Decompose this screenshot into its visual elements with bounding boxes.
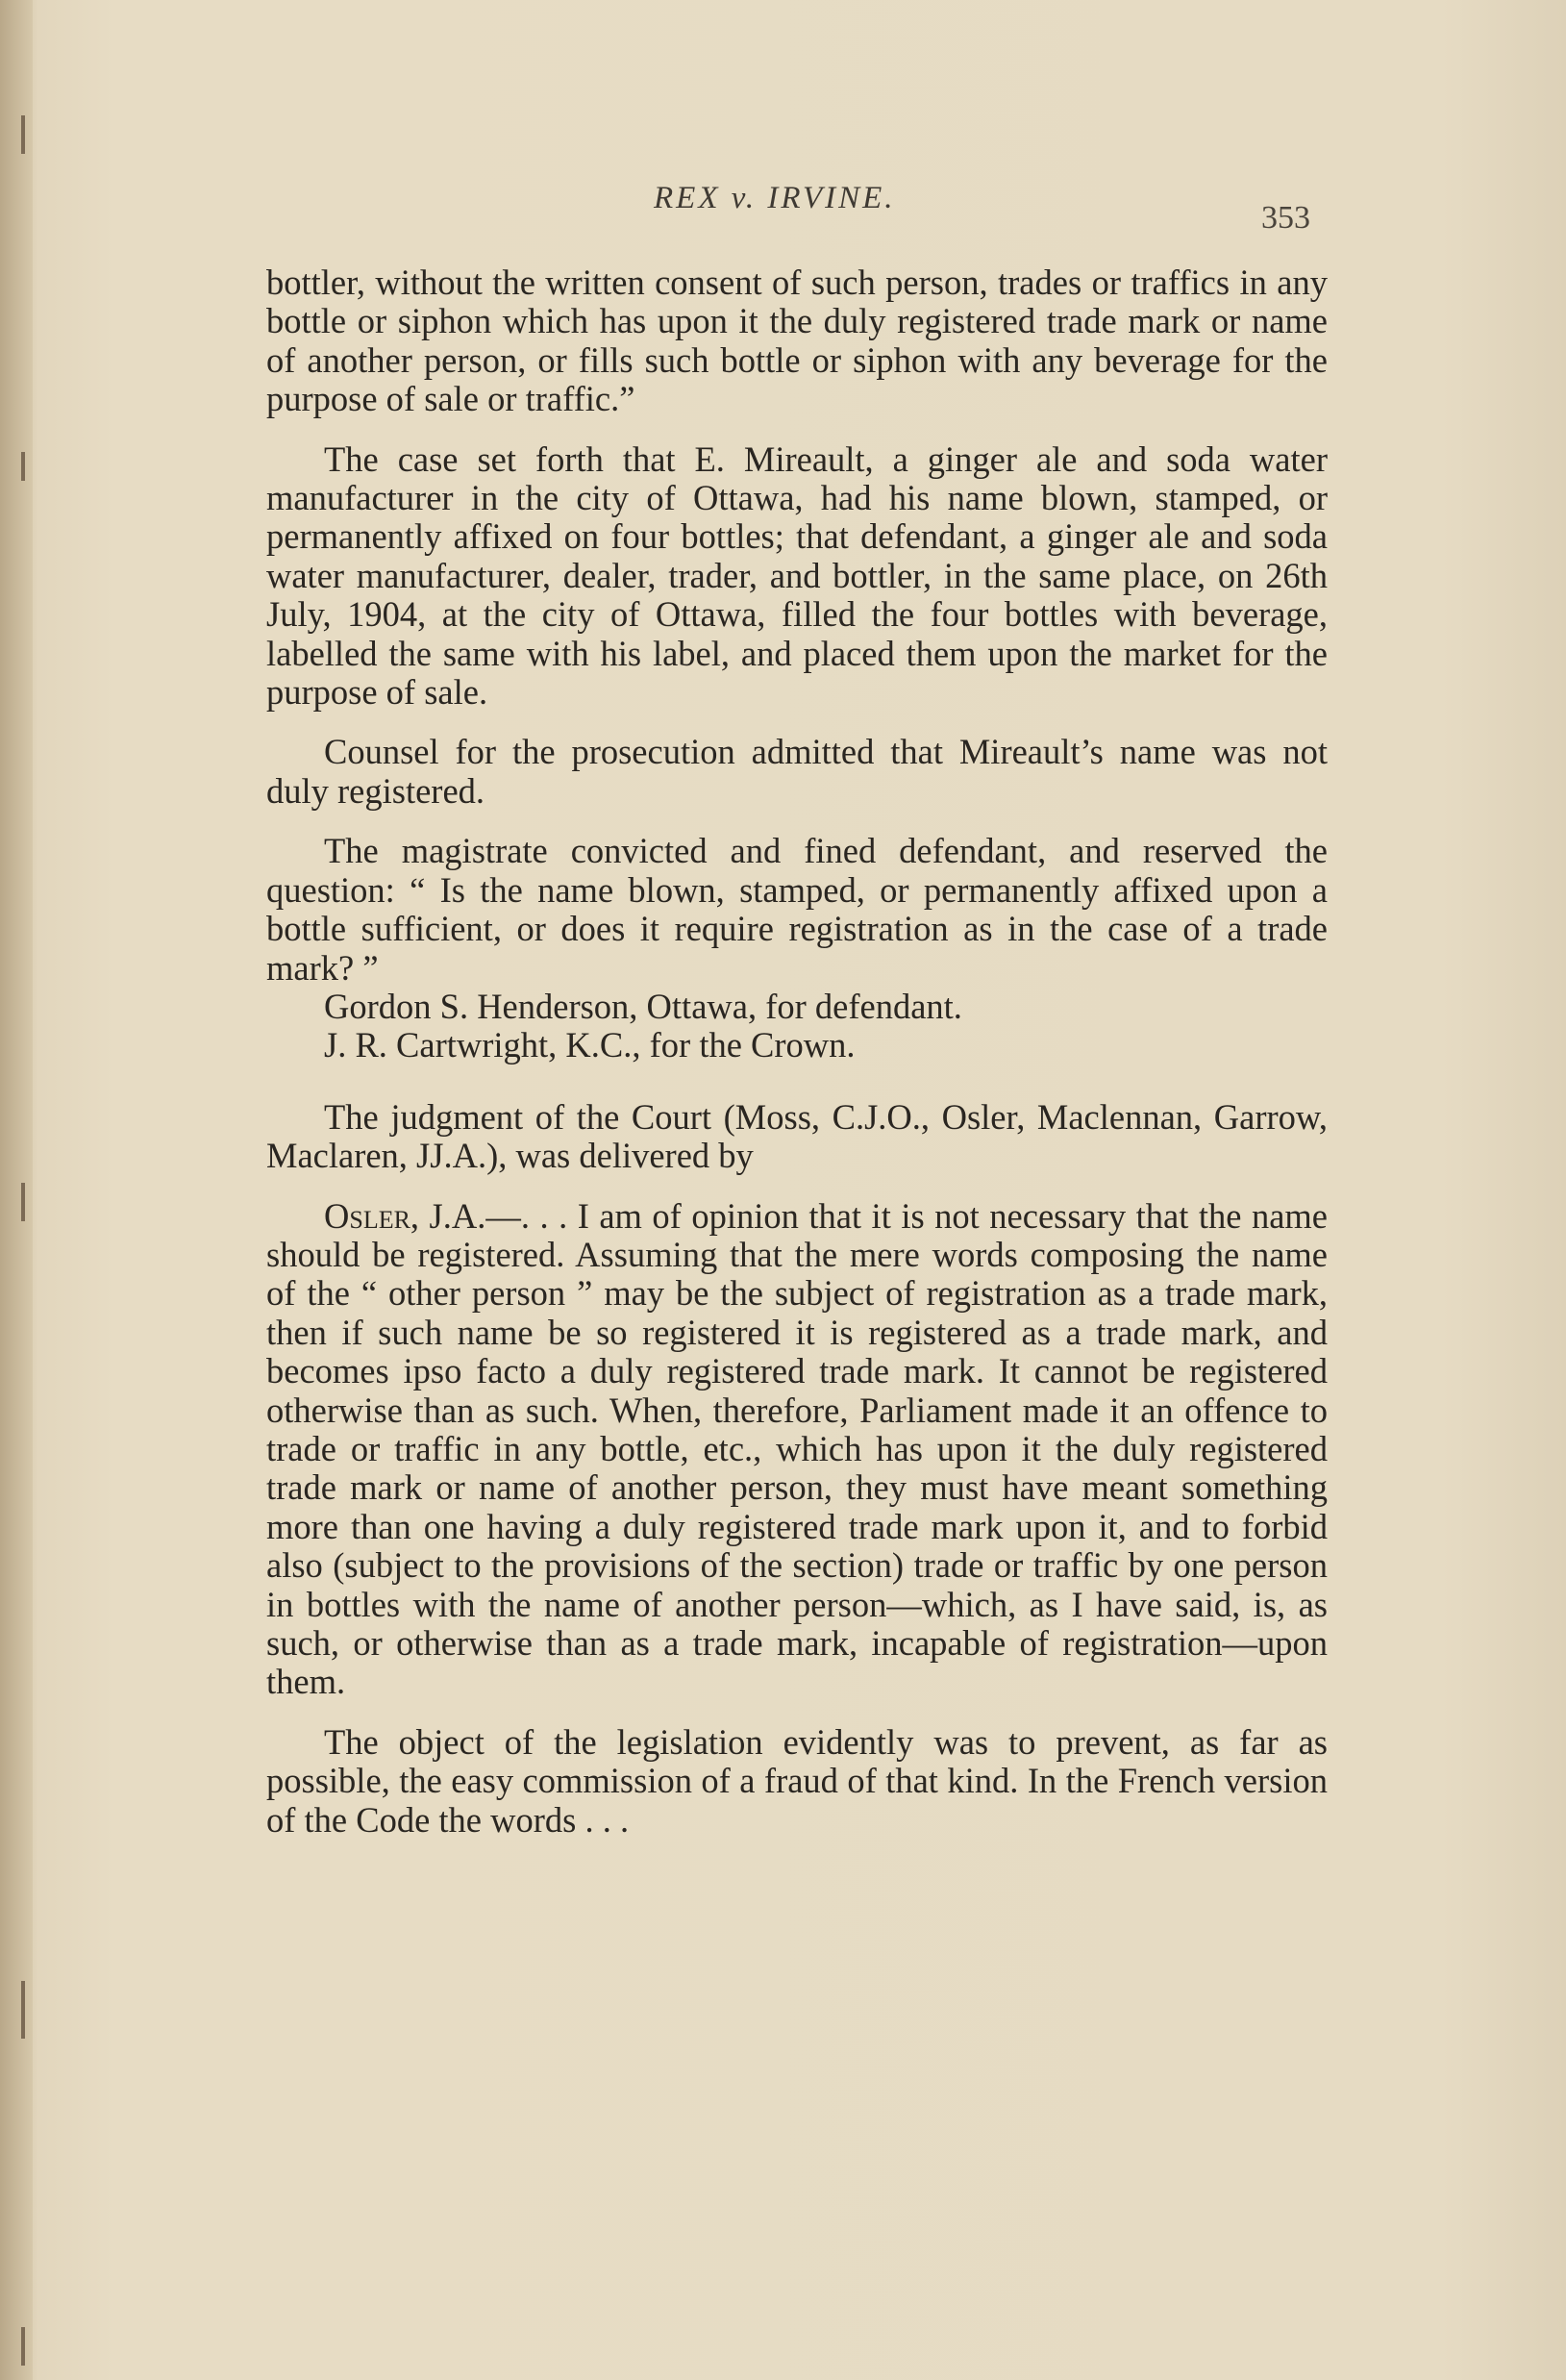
counsel-for-crown: J. R. Cartwright, K.C., for the Crown. bbox=[324, 1025, 856, 1065]
binding-mark bbox=[21, 2327, 25, 2366]
page-binding-edge bbox=[0, 0, 33, 2380]
paragraph-counsel-admission: Counsel for the prosecution admitted that Mireault’s name was not duly registered. bbox=[266, 732, 1328, 811]
judge-name: Osler, J.A. bbox=[324, 1195, 486, 1236]
paragraph-case-facts: The case set forth that E. Mireault, a ginger ale and soda water manufacturer in the city of Ottawa, had his name blown, stamped, or permanently affixed on four bottles; that defendant, a ginger ale and soda water manufacturer, dealer, trader, and bottler, in the same place, on 26th July, 1904, at the city of Ottawa, filled the four bottles with beverage, labelled the same with his label, and placed them upon the market for the purpose of sale. bbox=[266, 438, 1328, 713]
page-header bbox=[0, 181, 1566, 238]
binding-mark bbox=[21, 115, 25, 154]
paragraph-reserved-question: The magistrate convicted and fined defendant, and reserved the question: “ Is the name blown, stamped, or permanently affixed upon a bottle sufficient, or does it require registration as in the case of a trade mark? ” bbox=[266, 831, 1328, 988]
binding-mark bbox=[21, 452, 25, 481]
body-text bbox=[266, 263, 1328, 1840]
paragraph-opinion bbox=[266, 1197, 1328, 1702]
counsel-for-defendant: Gordon S. Henderson, Ottawa, for defendant. bbox=[324, 986, 962, 1026]
paragraph-legislation-object: The object of the legislation evidently was to prevent, as far as possible, the easy commission of a fraud of that kind. In the French version of the Code the words . . . bbox=[266, 1721, 1328, 1840]
opinion-text: —. . . I am of opinion that it is not necessary that the name should be registered. Assuming that the mere words composing the name of the “ other person ” may be the subject of registration as a trade mark, then if such name be so registered it is registered as a trade mark, and becomes ipso facto a duly registered trade mark. It cannot be registered otherwise than as such. When, therefore, Parliament made it an offence to trade or traffic in any bottle, etc., which has upon it the duly registered trade mark or name of another person, they must have meant something more than one having a duly registered trade mark upon it, and to forbid also (subject to the provisions of the section) trade or traffic by one person in bottles with the name of another person—which, as I have said, is, as such, or otherwise than as a trade mark, incapable of registration—upon them. bbox=[266, 1195, 1328, 1702]
running-head: REX v. IRVINE. bbox=[654, 181, 896, 215]
binding-mark bbox=[21, 1183, 25, 1221]
binding-mark bbox=[21, 1981, 25, 2039]
paragraph-judgment-intro: The judgment of the Court (Moss, C.J.O., Osler, Maclennan, Garrow, Maclaren, JJ.A.), was delivered by bbox=[266, 1096, 1328, 1176]
paragraph-statute-quote: bottler, without the written consent of such person, trades or traffics in any bottle or siphon which has upon it the duly registered trade mark or name of another person, or fills such bottle or siphon with any beverage for the purpose of sale or traffic.” bbox=[266, 263, 1328, 419]
page-number: 353 bbox=[1261, 200, 1310, 236]
